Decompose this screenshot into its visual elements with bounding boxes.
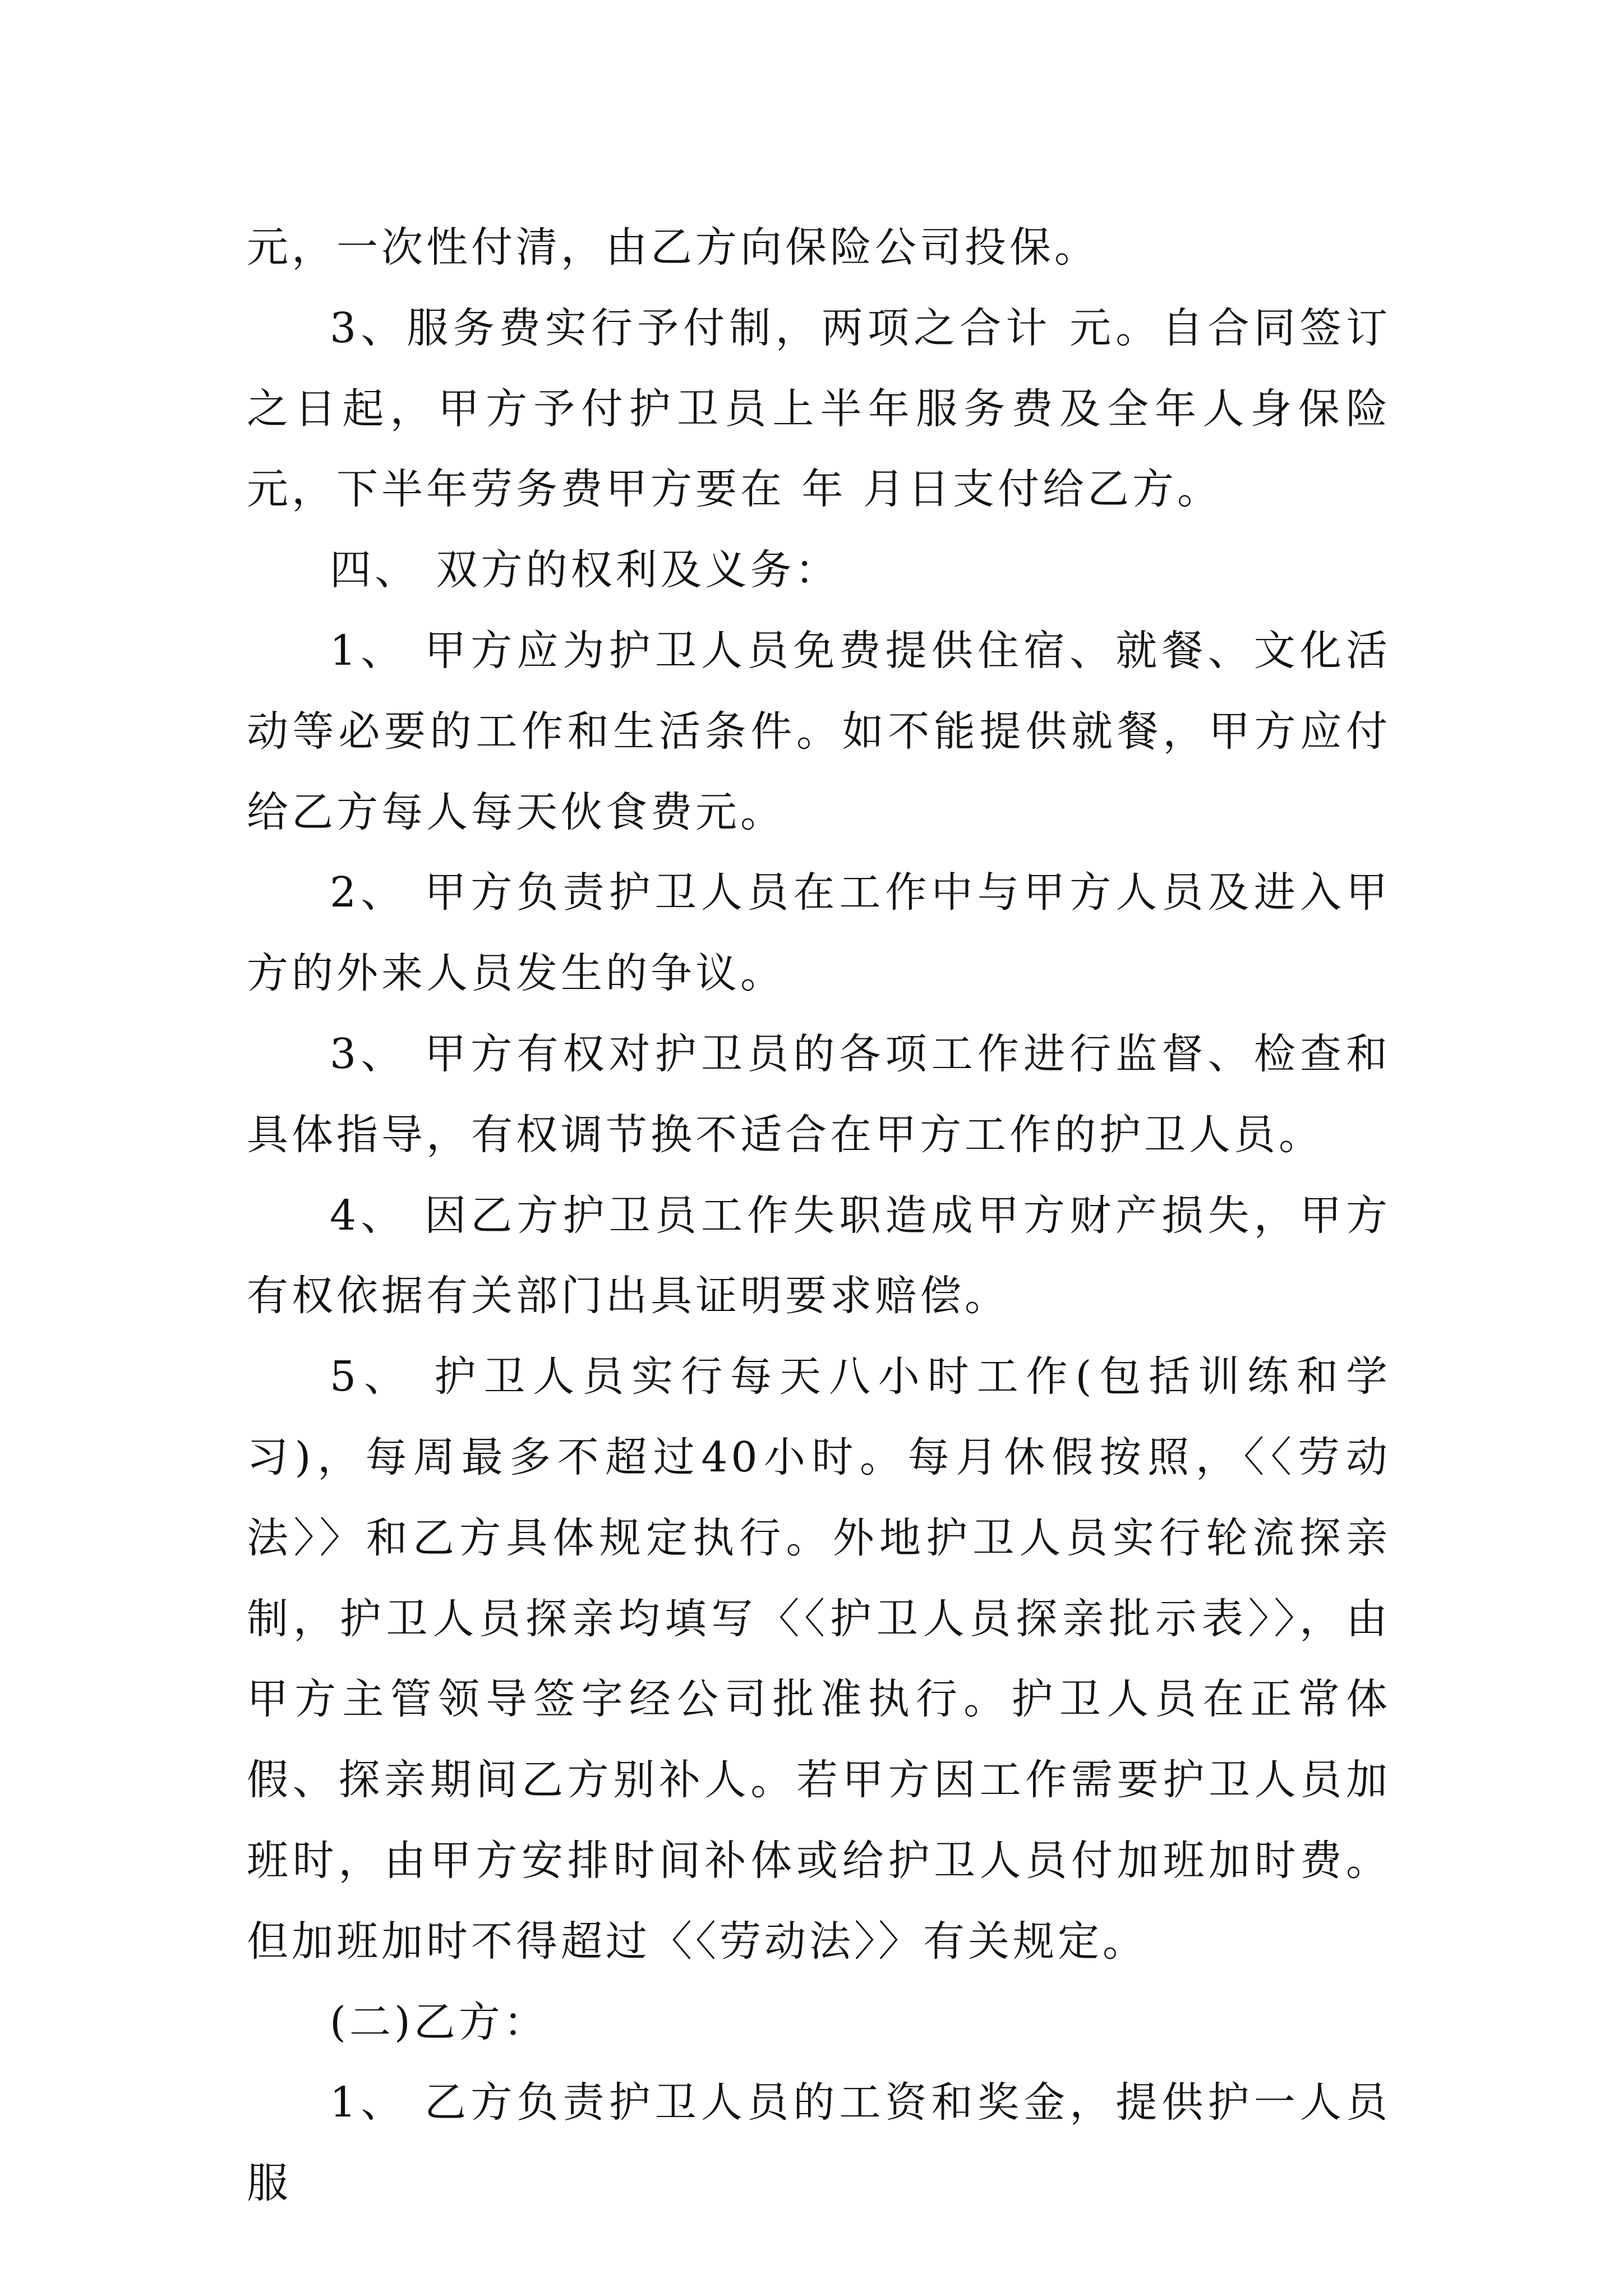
section-heading-rights-obligations: 四、 双方的权利及义务：: [330, 546, 840, 595]
subsection-heading-party-b: (二)乙方：: [330, 1998, 548, 2046]
document-page: [247, 208, 1391, 2224]
paragraph-party-a-item-1: 1、 甲方应为护卫人员免费提供住宿、就餐、文化活动等必要的工作和生活条件。如不能提供就餐，甲方应付给乙方每人每天伙食费元。: [247, 626, 1391, 836]
paragraph-party-a-item-5: 5、 护卫人员实行每天八小时工作(包括训练和学习)，每周最多不超过40小时。每月休假按照，〈〈劳动法〉〉和乙方具体规定执行。外地护卫人员实行轮流探亲制，护卫人员探亲均填写〈〈护卫人员探亲批示表〉〉，由甲方主管领导签字经公司批准执行。护卫人员在正常体假、探亲期间乙方别补人。若甲方因工作需要护卫人员加班时，由甲方安排时间补体或给护卫人员付加班加时费。但加班加时不得超过〈〈劳动法〉〉有关规定。: [247, 1352, 1391, 1966]
paragraph-party-a-item-2: 2、 甲方负责护卫人员在工作中与甲方人员及进入甲方的外来人员发生的争议。: [247, 868, 1391, 998]
paragraph-party-a-item-3: 3、 甲方有权对护卫员的各项工作进行监督、检查和具体指导，有权调节换不适合在甲方工作的护卫人员。: [247, 1029, 1391, 1159]
paragraph-party-b-item-1: 1、 乙方负责护卫人员的工资和奖金，提供护一人员服: [247, 2078, 1391, 2208]
paragraph-service-fee: 3、服务费实行予付制，两项之合计 元。自合同签订之日起，甲方予付护卫员上半年服务费及全年人身保险 元，下半年劳务费甲方要在 年 月日支付给乙方。: [247, 303, 1391, 514]
paragraph-insurance-payment: 元，一次性付清，由乙方向保险公司投保。: [247, 223, 1099, 272]
paragraph-party-a-item-4: 4、 因乙方护卫员工作失职造成甲方财产损失，甲方有权依据有关部门出具证明要求赔偿。: [247, 1191, 1391, 1320]
